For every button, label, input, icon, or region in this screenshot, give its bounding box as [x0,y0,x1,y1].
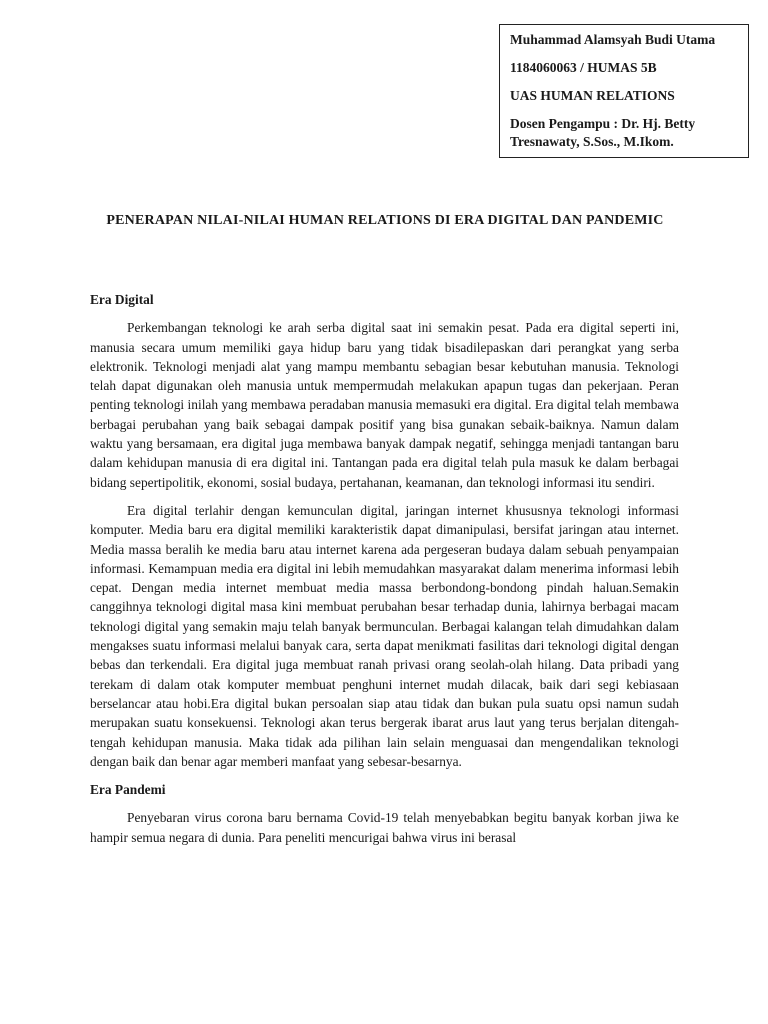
author-name: Muhammad Alamsyah Budi Utama [510,32,716,47]
student-id-class: 1184060063 / HUMAS 5B [510,60,657,75]
paragraph: Perkembangan teknologi ke arah serba digital saat ini semakin pesat. Pada era digital seperti ini, manusia secara umum memiliki gaya hidup baru yang tidak bisadilepaskan dari perangkat yang serba elektronik. Teknologi menjadi alat yang mampu membantu sebagian besar kebutuhan manusia. Teknologi telah dapat digunakan oleh manusia untuk mempermudah melakukan apapun tugas dan pekerjaan. Peran penting teknologi inilah yang membawa peradaban manusia memasuki era digital. Era digital telah membawa berbagai perubahan yang baik sebagai dampak positif yang bisa gunakan sebaik-baiknya. Namun dalam waktu yang bersamaan, era digital juga membawa banyak dampak negatif, sehingga menjadi tantangan baru dalam kehidupan manusia di era digital ini. Tantangan pada era digital telah pula masuk ke dalam berbagai bidang sepertipolitik, ekonomi, sosial budaya, pertahanan, keamanan, dan teknologi informasi itu sendiri. [90,320,679,490]
author-info-box [499,24,749,158]
paragraph: Penyebaran virus corona baru bernama Covid-19 telah menyebabkan begitu banyak korban jiwa ke hampir semua negara di dunia. Para peneliti mencurigai bahwa virus ini berasal [90,810,679,845]
section-era-digital [90,290,679,771]
lecturer-name: Dosen Pengampu : Dr. Hj. Betty Tresnawaty, S.Sos., M.Ikom. [510,116,696,149]
section-heading: Era Pandemi [90,782,166,798]
paragraph: Era digital terlahir dengan kemunculan digital, jaringan internet khususnya teknologi informasi komputer. Media baru era digital memiliki karakteristik dapat dimanipulasi, bersifat jaringan atau internet. Media massa beralih ke media baru atau internet karena ada pergeseran budaya dalam sebuah penyampaian informasi. Kemampuan media era digital ini lebih memudahkan masyarakat dalam menerima informasi lebih cepat. Dengan media internet membuat media massa berbondong-bondong pindah haluan.Semakin canggihnya teknologi digital masa kini membuat perubahan besar terhadap dunia, lahirnya berbagai macam teknologi digital yang semakin maju telah banyak bermunculan. Berbagai kalangan telah dimudahkan dalam mengakses suatu informasi melalui banyak cara, serta dapat menikmati fasilitas dari teknologi digital dengan bebas dan terkendali. Era digital juga membuat ranah privasi orang seolah-olah hilang. Data pribadi yang terekam di dalam otak komputer membuat penghuni internet mudah dilacak, baik dari segi kebiasaan berselancar atau hobi.Era digital bukan persoalan siap atau tidak dan bukan pula suatu opsi namun sudah merupakan suatu konsekuensi. Teknologi akan terus bergerak ibarat arus laut yang terus berjalan ditengah-tengah kehidupan manusia. Maka tidak ada pilihan lain selain menguasai dan mengendalikan teknologi dengan baik dan benar agar memberi manfaat yang sebesar-besarnya. [90,502,679,769]
section-era-pandemi [90,780,679,847]
exam-title: UAS HUMAN RELATIONS [510,88,675,103]
document-body [90,290,679,856]
section-heading: Era Digital [90,292,154,307]
document-title: PENERAPAN NILAI-NILAI HUMAN RELATIONS DI ERA DIGITAL DAN PANDEMIC [106,213,664,228]
